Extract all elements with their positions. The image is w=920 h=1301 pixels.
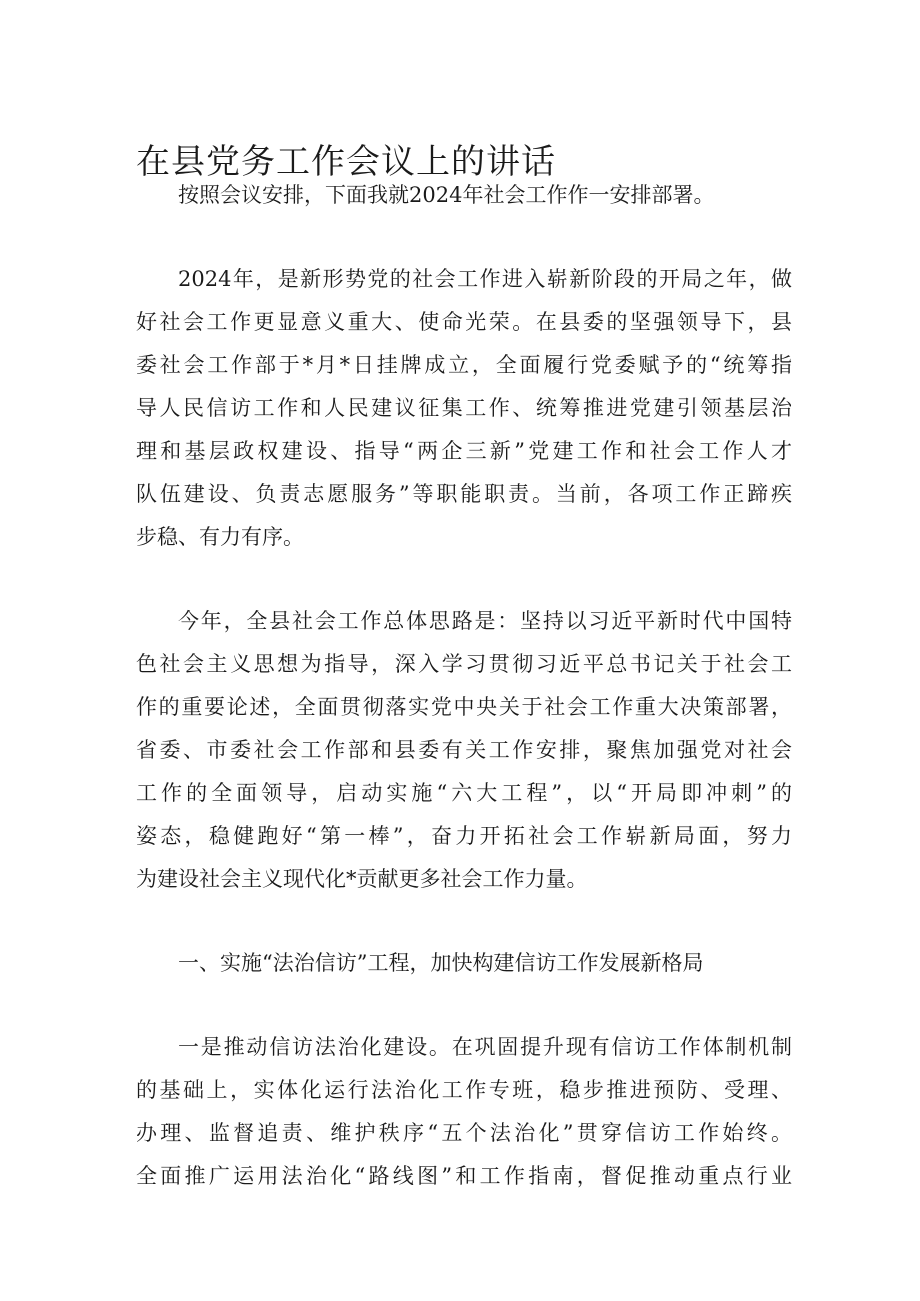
paragraph-line: 一是推动信访法治化建设。在巩固提升现有信访工作体制机制 — [178, 1035, 792, 1059]
paragraph-line: 办理、监督追责、维护秩序“五个法治化”贯穿信访工作始终。 — [136, 1121, 792, 1145]
paragraph-line: 好社会工作更显意义重大、使命光荣。在县委的坚强领导下，县 — [136, 310, 792, 334]
paragraph-line: 全面推广运用法治化“路线图”和工作指南，督促推动重点行业 — [136, 1164, 792, 1188]
paragraph-line: 色社会主义思想为指导，深入学习贯彻习近平总书记关于社会工 — [136, 652, 792, 676]
paragraph-line: 委社会工作部于*月*日挂牌成立，全面履行党委赋予的“统筹指 — [136, 353, 792, 377]
paragraph-line: 按照会议安排，下面我就2024年社会工作作一安排部署。 — [178, 183, 715, 207]
paragraph-line: 的基础上，实体化运行法治化工作专班，稳步推进预防、受理、 — [136, 1078, 792, 1102]
paragraph-line: 导人民信访工作和人民建议征集工作、统筹推进党建引领基层治 — [136, 396, 792, 420]
paragraph-line: 2024年，是新形势党的社会工作进入崭新阶段的开局之年，做 — [178, 267, 792, 291]
paragraph-line: 省委、市委社会工作部和县委有关工作安排，聚焦加强党对社会 — [136, 738, 792, 762]
paragraph-line: 作的重要论述，全面贯彻落实党中央关于社会工作重大决策部署， — [136, 695, 792, 719]
paragraph-line: 理和基层政权建设、指导“两企三新”党建工作和社会工作人才 — [136, 439, 792, 463]
section-heading: 一、实施“法治信访”工程，加快构建信访工作发展新格局 — [178, 951, 704, 975]
paragraph-line: 队伍建设、负责志愿服务”等职能职责。当前，各项工作正蹄疾 — [136, 482, 792, 506]
paragraph-line: 步稳、有力有序。 — [136, 525, 304, 549]
paragraph-line: 姿态，稳健跑好“第一棒”，奋力开拓社会工作崭新局面，努力 — [136, 824, 792, 848]
paragraph-line: 今年，全县社会工作总体思路是：坚持以习近平新时代中国特 — [178, 609, 792, 633]
page-title: 在县党务工作会议上的讲话 — [136, 142, 556, 182]
paragraph-line: 为建设社会主义现代化*贡献更多社会工作力量。 — [136, 867, 588, 891]
paragraph-line: 工作的全面领导，启动实施“六大工程”，以“开局即冲刺”的 — [136, 781, 792, 805]
